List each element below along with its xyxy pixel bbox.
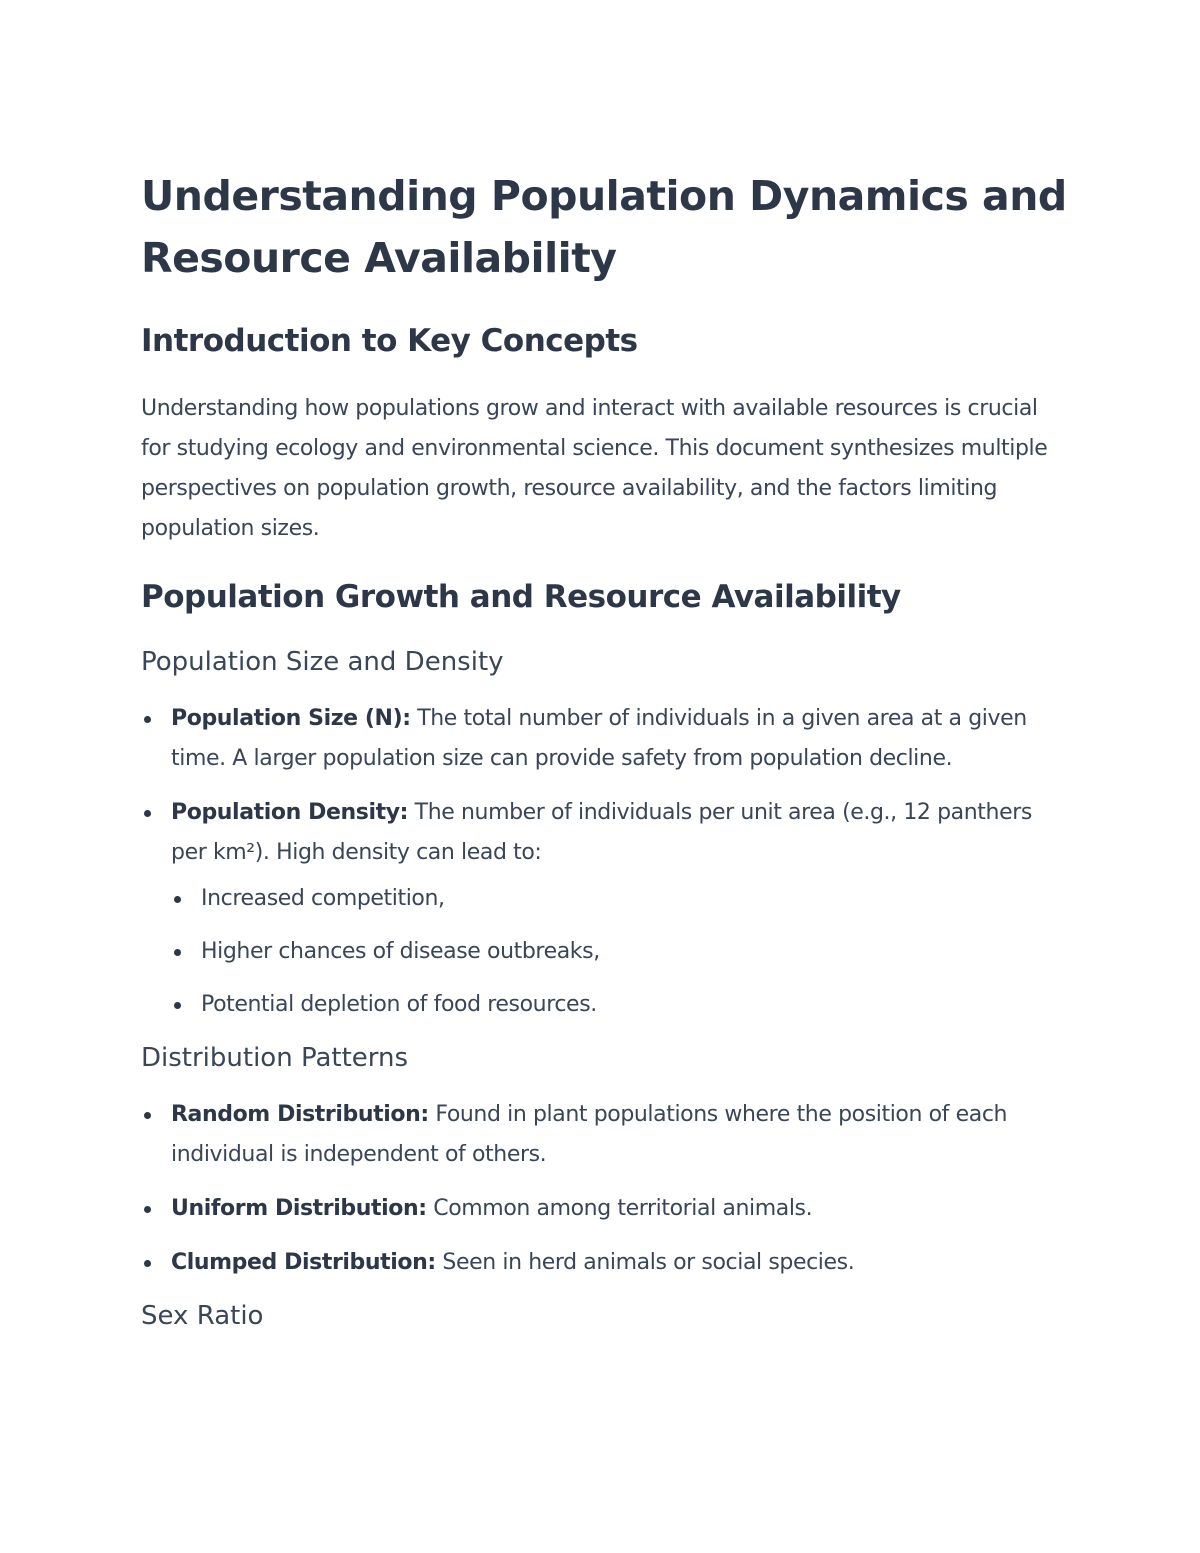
document-title: Understanding Population Dynamics and Resource Availability [141,172,1067,282]
density-effects-list [171,879,1071,1025]
subsection-heading-sex-ratio: Sex Ratio [141,1301,264,1331]
list-item [141,793,1071,1025]
sub-list-item: Potential depletion of food resources. [171,985,1071,1025]
list-item-term: Population Density: [171,800,409,825]
list-item-term: Population Size (N): [171,706,411,731]
list-item [141,699,1071,779]
list-item [141,1095,1071,1175]
intro-paragraph: Understanding how populations grow and interact with available resources is crucial for studying ecology and environmental science. This document synthesizes multiple perspectives on population growth, resource availability, and the factors limiting population sizes. [141,396,1048,541]
subsection-heading-distribution: Distribution Patterns [141,1043,409,1073]
subsection-heading-size-density: Population Size and Density [141,647,504,677]
section-heading-growth: Population Growth and Resource Availability [141,579,901,615]
list-item-text: Found in plant populations where the position of each individual is independent of others. [171,1102,1008,1167]
distribution-list [141,1095,1071,1283]
sub-list-item: Higher chances of disease outbreaks, [171,932,1071,972]
list-item-text: Common among territorial animals. [426,1196,813,1221]
document-page [141,165,1071,1353]
list-item-text: Seen in herd animals or social species. [435,1250,855,1275]
section-heading-intro: Introduction to Key Concepts [141,323,638,359]
list-item-term: Random Distribution: [171,1102,429,1127]
sub-list-item: Increased competition, [171,879,1071,919]
size-density-list [141,699,1071,1025]
list-item-text: The number of individuals per unit area (e.g., 12 panthers per km²). High density can lead to: [171,800,1032,865]
list-item-text: The total number of individuals in a given area at a given time. A larger population size can provide safety from population decline. [171,706,1027,771]
list-item [141,1243,1071,1283]
list-item-term: Clumped Distribution: [171,1250,436,1275]
list-item-term: Uniform Distribution: [171,1196,427,1221]
list-item [141,1189,1071,1229]
